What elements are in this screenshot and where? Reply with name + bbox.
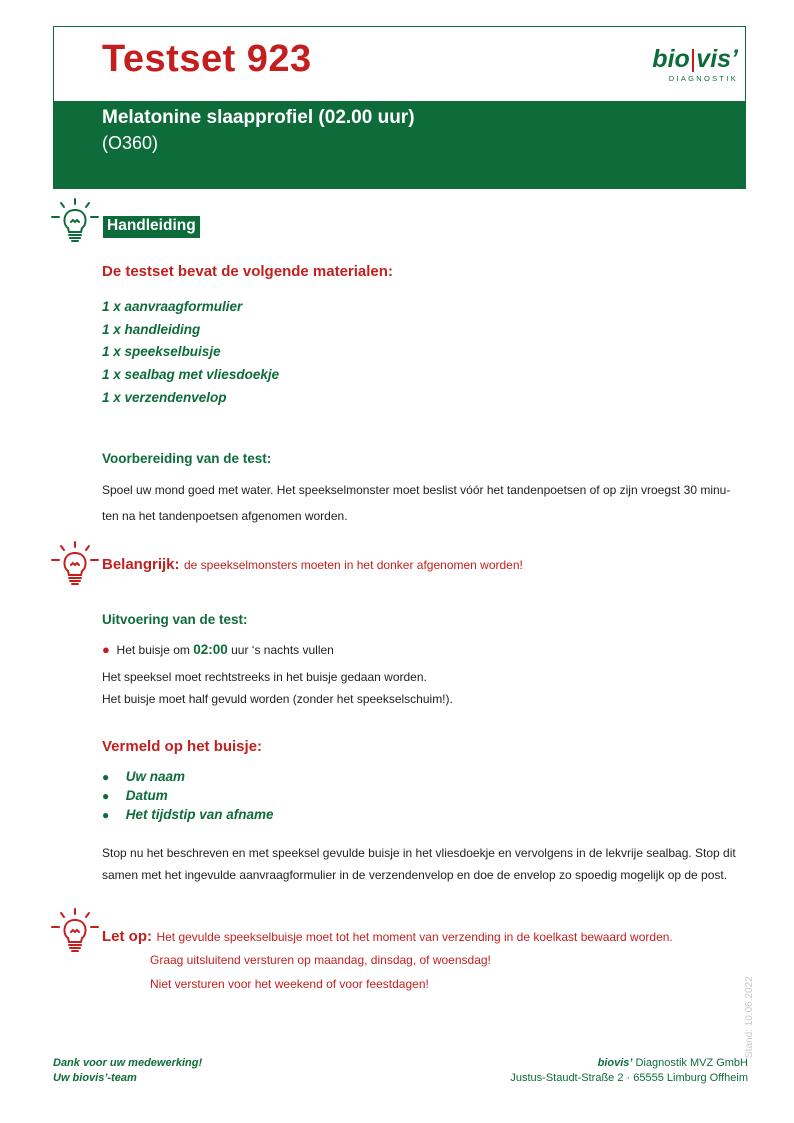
lightbulb-icon (50, 908, 100, 958)
note-label: Let op: (102, 928, 152, 945)
list-item: 1 x verzendenvelop (102, 390, 227, 405)
footer-company (510, 1056, 748, 1086)
logo-subtitle: DIAGNOSTIK (668, 74, 738, 83)
list-item (102, 787, 168, 805)
preparation-line-2: ten na het tandenpoetsen afgenomen worden. (102, 509, 348, 523)
list-item-text: Uw naam (125, 769, 185, 784)
footer-team-line: Uw biovis’-team (53, 1072, 137, 1084)
execution-line-1: Het speeksel moet rechtstreeks in het buisje gedaan worden. (102, 670, 427, 684)
footer-thanks (53, 1056, 202, 1086)
note-line-1-wrap (102, 928, 673, 946)
important-note (102, 556, 523, 574)
bullet-dot-icon: ● (102, 770, 110, 784)
list-item (102, 806, 274, 824)
execution-bullet-pre: Het buisje om (116, 643, 190, 657)
execution-line-2: Het buisje moet half gevuld worden (zonder het speekselschuim!). (102, 692, 453, 706)
bullet-dot-icon: ● (102, 642, 110, 657)
materials-heading: De testset bevat de volgende materialen: (102, 263, 393, 280)
list-item-text: Datum (125, 788, 168, 803)
logo-word-right: vis’ (696, 45, 738, 73)
test-code: (O360) (102, 133, 159, 153)
important-label: Belangrijk: (102, 556, 180, 573)
footer-address: Justus-Staudt-Straße 2 · 65555 Limburg Offheim (510, 1072, 748, 1084)
logo-word-left: bio (652, 45, 690, 73)
footer-thanks-line: Dank voor uw medewerking! (53, 1057, 203, 1069)
lightbulb-icon (50, 198, 100, 248)
list-item (102, 768, 185, 786)
label-tube-heading: Vermeld op het buisje: (102, 738, 263, 755)
send-line-1: Stop nu het beschreven en met speeksel gevulde buisje in het vliesdoekje en vervolgens in de lekvrije sealbag. Stop dit (102, 846, 736, 860)
list-item: 1 x aanvraagformulier (102, 299, 243, 314)
revision-date: Stand: 10.06.2022 (744, 976, 755, 1058)
send-instructions (102, 842, 752, 886)
execution-time: 02:00 (193, 642, 228, 657)
manual-label: Handleiding (103, 216, 200, 238)
biovis-logo: bio|vis’ DIAGNOSTIK (652, 45, 738, 83)
important-text: de speekselmonsters moeten in het donker afgenomen worden! (183, 558, 523, 572)
note-line-1: Het gevulde speekselbuisje moet tot het moment van verzending in de koelkast bewaard worden. (156, 930, 673, 944)
execution-heading: Uitvoering van de test: (102, 612, 248, 627)
footer-company-name: Diagnostik MVZ GmbH (632, 1057, 748, 1069)
execution-bullet-post: uur ‘s nachts vullen (231, 643, 334, 657)
list-item-text: Het tijdstip van afname (125, 807, 274, 822)
page-title: Testset 923 (102, 38, 312, 80)
bullet-dot-icon: ● (102, 789, 110, 803)
send-line-2: samen met het ingevulde aanvraagformulier in de verzendenvelop en doe de envelop zo spoedig mogelijk op de post. (102, 868, 728, 882)
list-item: 1 x handleiding (102, 322, 201, 337)
test-subtitle: Melatonine slaapprofiel (02.00 uur) (102, 107, 415, 128)
preparation-heading: Voorbereiding van de test: (102, 451, 272, 466)
footer-company-brand: biovis’ (597, 1057, 633, 1069)
note-line-3: Niet versturen voor het weekend of voor feestdagen! (150, 977, 429, 991)
execution-bullet (102, 642, 334, 657)
note-line-2: Graag uitsluitend versturen op maandag, dinsdag, of woensdag! (150, 953, 491, 967)
lightbulb-icon (50, 541, 100, 591)
list-item: 1 x speekselbuisje (102, 344, 221, 359)
preparation-text (102, 477, 752, 529)
list-item: 1 x sealbag met vliesdoekje (102, 367, 280, 382)
preparation-line-1: Spoel uw mond goed met water. Het speekselmonster moet beslist vóór het tandenpoetsen of op zijn vroegst 30 minu- (102, 483, 731, 497)
bullet-dot-icon: ● (102, 808, 110, 822)
